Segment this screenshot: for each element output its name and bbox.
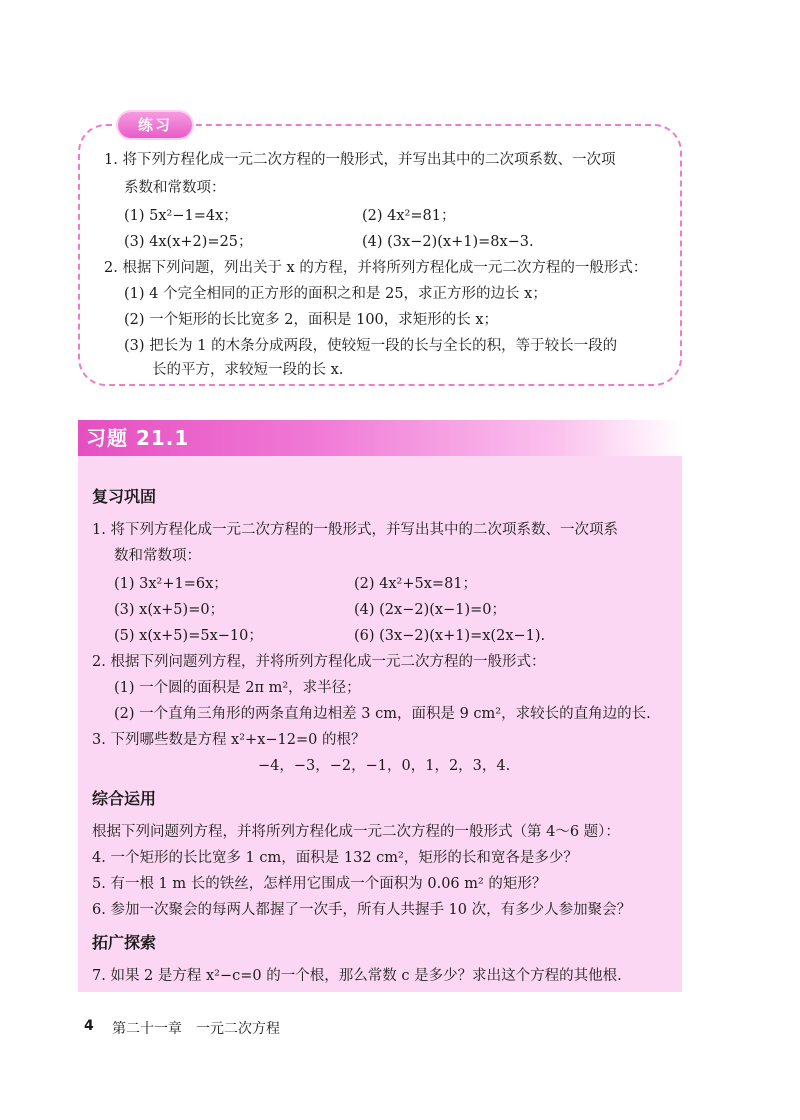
section-heading-review: 复习巩固 — [92, 487, 157, 506]
exercise-q1-item2: (2) 4x²+5x=81； — [354, 576, 478, 592]
exercise-q1-item6: (6) (3x−2)(x+1)=x(2x−1). — [354, 628, 546, 644]
exercise-apply-intro: 根据下列问题列方程，并将所列方程化成一元二次方程的一般形式（第 4～6 题）： — [92, 824, 620, 840]
practice-q1-item2: (2) 4x²=81； — [362, 208, 456, 224]
exercise-q5: 5. 有一根 1 m 长的铁丝，怎样用它围成一个面积为 0.06 m² 的矩形？ — [92, 876, 547, 892]
practice-q2-line1: 2. 根据下列问题，列出关于 x 的方程，并将所列方程化成一元二次方程的一般形式： — [104, 260, 648, 276]
exercise-q1-item3: (3) x(x+5)=0； — [114, 602, 225, 618]
practice-q1-item1: (1) 5x²−1=4x； — [124, 208, 238, 224]
section-heading-apply: 综合运用 — [92, 789, 157, 808]
exercise-title: 习题 21.1 — [86, 426, 190, 450]
exercise-q3-options: −4，−3，−2，−1，0，1，2，3，4. — [258, 758, 511, 774]
practice-q1-line1: 1. 将下列方程化成一元二次方程的一般形式，并写出其中的二次项系数、一次项 — [104, 152, 616, 168]
practice-q2-item2: (2) 一个矩形的长比宽多 2，面积是 100，求矩形的长 x； — [124, 312, 499, 328]
exercise-q1-line1: 1. 将下列方程化成一元二次方程的一般形式，并写出其中的二次项系数、一次项系 — [92, 522, 618, 538]
chapter-title: 第二十一章 一元二次方程 — [112, 1021, 280, 1037]
exercise-q6: 6. 参加一次聚会的每两人都握了一次手，所有人共握手 10 次，有多少人参加聚会？ — [92, 902, 632, 918]
practice-q2-item3-cont: 长的平方，求较短一段的长 x. — [152, 362, 344, 378]
practice-badge: 练习 — [118, 112, 192, 138]
practice-q2-item3: (3) 把长为 1 的木条分成两段，使较短一段的长与全长的积，等于较长一段的 — [124, 338, 618, 354]
practice-q1-item3: (3) 4x(x+2)=25； — [124, 234, 253, 250]
exercise-q2-item1: (1) 一个圆的面积是 2π m²，求半径； — [114, 680, 361, 696]
exercise-q1-item5: (5) x(x+5)=5x−10； — [114, 628, 263, 644]
exercise-q2-line1: 2. 根据下列问题列方程，并将所列方程化成一元二次方程的一般形式： — [92, 654, 546, 670]
exercise-q1-line2: 数和常数项： — [114, 548, 201, 564]
exercise-q2-item2: (2) 一个直角三角形的两条直角边相差 3 cm，面积是 9 cm²，求较长的直角边的长. — [114, 706, 651, 722]
exercise-q3-line1: 3. 下列哪些数是方程 x²+x−12=0 的根？ — [92, 732, 366, 748]
practice-q1-line2: 系数和常数项： — [124, 180, 226, 196]
exercise-q1-item4: (4) (2x−2)(x−1)=0； — [354, 602, 506, 618]
section-heading-explore: 拓广探索 — [92, 933, 157, 952]
page-number: 4 — [84, 1018, 94, 1034]
exercise-q4: 4. 一个矩形的长比宽多 1 cm，面积是 132 cm²，矩形的长和宽各是多少？ — [92, 850, 578, 866]
exercise-q7: 7. 如果 2 是方程 x²−c=0 的一个根，那么常数 c 是多少？求出这个方程的其他根. — [92, 968, 622, 984]
practice-q1-item4: (4) (3x−2)(x+1)=8x−3. — [362, 234, 534, 250]
exercise-q1-item1: (1) 3x²+1=6x； — [114, 576, 228, 592]
practice-q2-item1: (1) 4 个完全相同的正方形的面积之和是 25，求正方形的边长 x； — [124, 286, 547, 302]
